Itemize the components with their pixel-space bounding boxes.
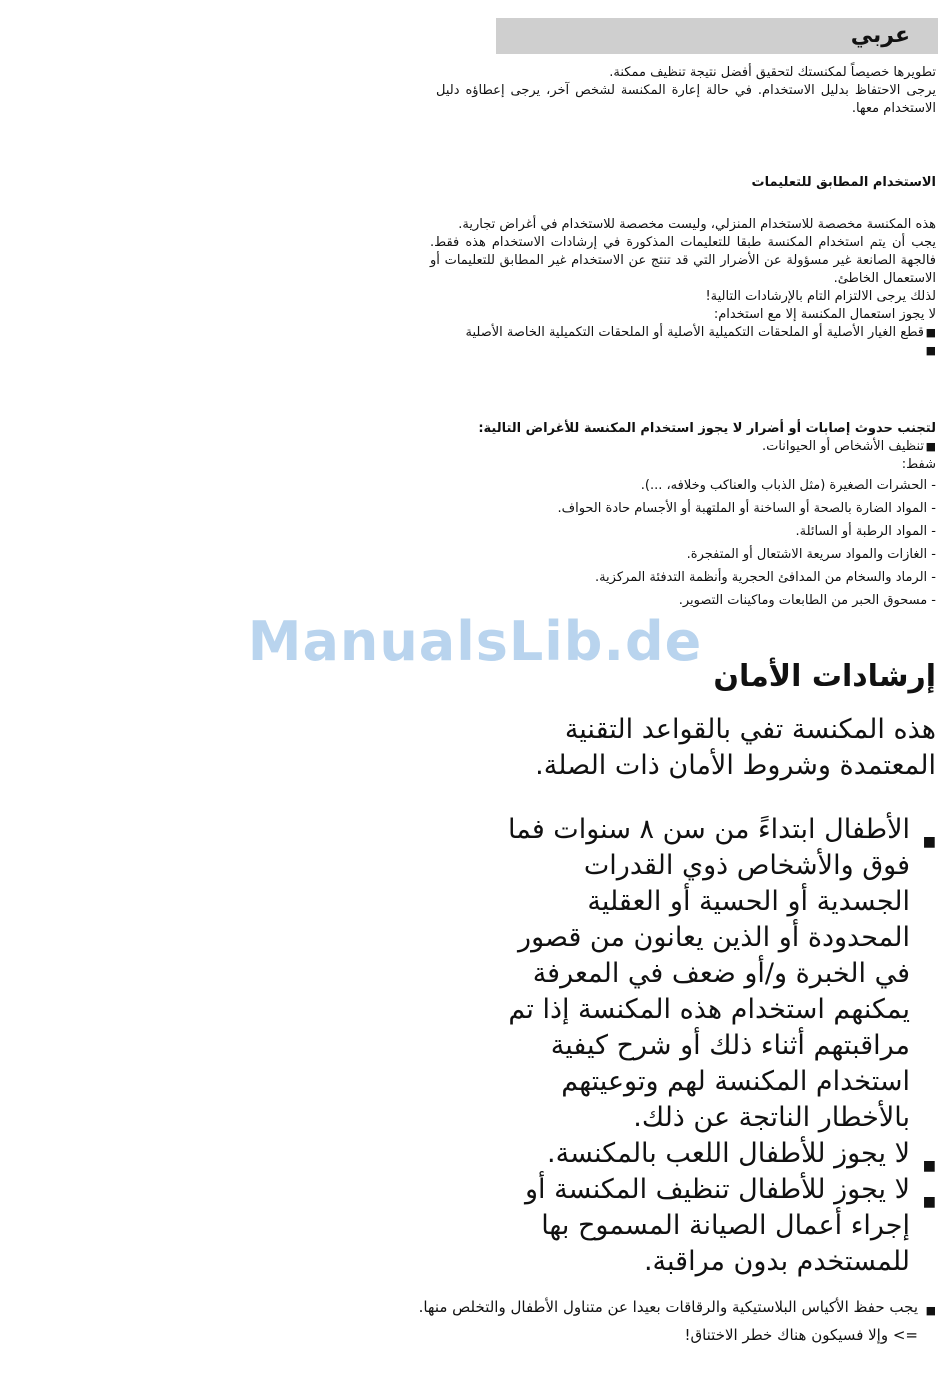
proper-use-bullet-2 (430, 342, 936, 360)
watermark: ManualsLib.de (247, 610, 703, 673)
language-header-bar (496, 18, 938, 54)
intro-line-1: تطويرها خصيصاً لمكنستك لتحقيق أفضل نتيجة تنظيف ممكنة. (609, 65, 936, 80)
bottom-bullet (416, 1296, 936, 1318)
avoid-item-4: - الغازات والمواد سريعة الاشتعال أو المتفجرة. (686, 547, 936, 562)
bottom-bullet-text: يجب حفظ الأكياس البلاستيكية والرقاقات بعيدا عن متناول الأطفال والتخلص منها. (418, 1298, 918, 1316)
proper-use-paragraph-2: يجب أن يتم استخدام المكنسة طبقا للتعليمات المذكورة في إرشادات الاستخدام هذه فقط. فالجهة الصانعة غير مسؤولة عن الأضرار التي قد تنتج عن الاستخدام غير المطابق للتعليمات أو الاستعمال الخاطئ. (430, 235, 936, 286)
safety-bullet-1-text: الأطفال ابتداءً من سن ٨ سنوات فما فوق والأشخاص ذوي القدرات الجسدية أو الحسية أو العقلية المحدودة أو الذين يعانون من قصور في الخبرة و/أو ضعف في المعرفة يمكنهم استخدام هذه المكنسة إذا تم مراقبتهم أثناء ذلك أو شرح كيفية استخدام المكنسة لهم وتوعيتهم بالأخطار الناتجة عن ذلك. (507, 814, 910, 1133)
proper-use-body (430, 216, 936, 360)
avoid-bullet (416, 438, 936, 456)
bullet-square-icon: ■ (925, 440, 936, 453)
avoid-item-3: - المواد الرطبة أو السائلة. (795, 524, 936, 539)
bullet-square-icon: ■ (925, 1304, 936, 1317)
bullet-square-icon: ■ (925, 344, 936, 357)
proper-use-paragraph-4: لا يجوز استعمال المكنسة إلا مع استخدام: (713, 307, 936, 322)
safety-title: إرشادات الأمان (713, 659, 936, 694)
avoid-section (416, 420, 936, 612)
proper-use-paragraph-3: لذلك يرجى الالتزام التام بالإرشادات التالية! (705, 289, 936, 304)
bullet-square-icon: ■ (925, 326, 936, 339)
proper-use-bullet-1-text: قطع الغيار الأصلية أو الملحقات التكميلية الأصلية أو الملحقات التكميلية الخاصة الأصلية (465, 325, 924, 340)
safety-bullet-3-text: لا يجوز للأطفال تنظيف المكنسة أو إجراء أعمال الصيانة المسموح بها للمستخدم بدون مراقبة. (525, 1174, 910, 1277)
safety-bullets (496, 812, 936, 1280)
bottom-warning: => وإلا فسيكون هناك خطر الاختناق! (684, 1326, 918, 1344)
safety-bullet-2 (496, 1136, 936, 1172)
intro-section (436, 64, 936, 118)
bottom-section (416, 1296, 936, 1346)
safety-intro (516, 712, 936, 784)
proper-use-paragraph-1: هذه المكنسة مخصصة للاستخدام المنزلي، وليست مخصصة للاستخدام في أغراض تجارية. (458, 217, 936, 232)
proper-use-bullet-1 (430, 324, 936, 342)
intro-line-2: يرجى الاحتفاظ بدليل الاستخدام. في حالة إعارة المكنسة لشخص آخر، يرجى إعطاؤه دليل الاستخدام معها. (436, 83, 936, 116)
bullet-square-icon: ■ (922, 1158, 936, 1174)
safety-bullet-2-text: لا يجوز للأطفال اللعب بالمكنسة. (547, 1138, 910, 1169)
proper-use-section (430, 174, 936, 192)
avoid-item-1: - الحشرات الصغيرة (مثل الذباب والعناكب وخلافه، ...). (640, 478, 936, 493)
avoid-item-5: - الرماد والسخام من المدافئ الحجرية وأنظمة التدفئة المركزية. (594, 570, 936, 585)
language-label: عربي (850, 23, 910, 48)
bullet-square-icon: ■ (922, 834, 936, 850)
safety-intro-text: هذه المكنسة تفي بالقواعد التقنية المعتمدة وشروط الأمان ذات الصلة. (535, 714, 936, 781)
avoid-heading: لتجنب حدوث إصابات أو أضرار لا يجوز استخدام المكنسة للأغراض التالية: (478, 421, 936, 436)
avoid-item-2: - المواد الضارة بالصحة أو الساخنة أو الملتهبة أو الأجسام حادة الحواف. (557, 501, 936, 516)
bullet-square-icon: ■ (922, 1194, 936, 1210)
safety-bullet-1 (496, 812, 936, 1136)
suction-label: شفط: (901, 457, 936, 472)
avoid-bullet-text: تنظيف الأشخاص أو الحيوانات. (761, 439, 924, 454)
proper-use-heading: الاستخدام المطابق للتعليمات (751, 175, 936, 190)
safety-bullet-3 (496, 1172, 936, 1280)
avoid-item-6: - مسحوق الحبر من الطابعات وماكينات التصوير. (678, 593, 936, 608)
